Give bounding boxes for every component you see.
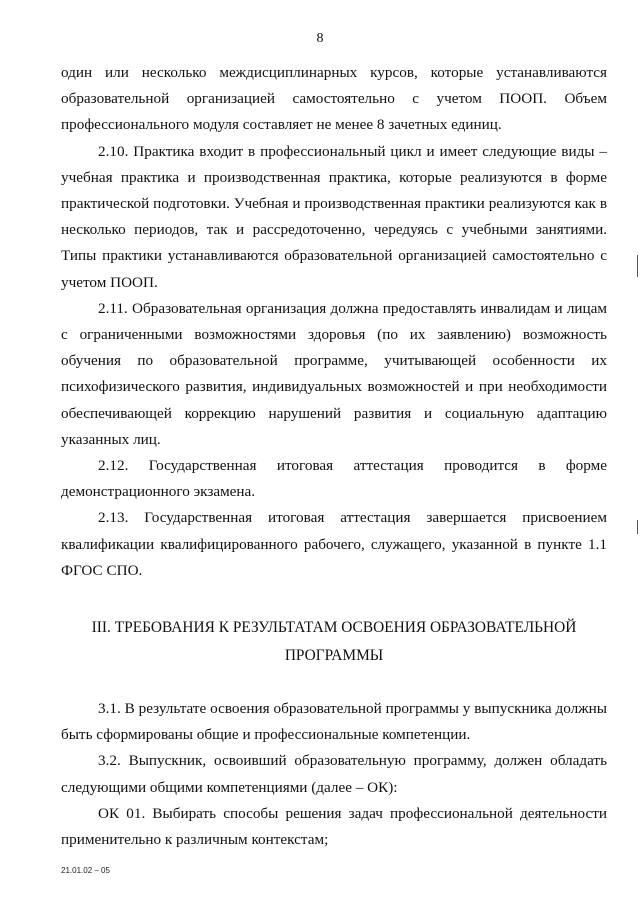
paragraph-2-13-qualification: 2.13. Государственная итоговая аттестация завершается присвоением квалификации квалифицированного рабочего, служащего, указанной в пункте 1.1 ФГОС СПО.	[61, 509, 607, 579]
scan-edge-mark	[637, 520, 638, 534]
section-heading-line1: III. ТРЕБОВАНИЯ К РЕЗУЛЬТАТАМ ОСВОЕНИЯ ОБРАЗОВАТЕЛЬНОЙ	[91, 619, 577, 637]
page-number: 8	[316, 31, 324, 46]
paragraph-3-1-competencies: 3.1. В результате освоения образовательной программы у выпускника должны быть сформированы общие и профессиональные компетенции.	[61, 700, 607, 744]
paragraph-2-11-disabilities: 2.11. Образовательная организация должна предоставлять инвалидам и лицам с ограниченными возможностями здоровья (по их заявлению) возможность обучения по образовательной программе, учитывающей особенности их психофизического развития, индивидуальных возможностей и при необходимости обеспечивающей коррекцию нарушений развития и социальную адаптацию указанных лиц.	[61, 299, 607, 448]
page-content	[61, 60, 607, 853]
paragraph-ok-01: ОК 01. Выбирать способы решения задач профессиональной деятельности применительно к различным контекстам;	[61, 804, 607, 849]
footer-document-code: 21.01.02 – 05	[61, 866, 110, 875]
paragraph-2-10-practice: 2.10. Практика входит в профессиональный цикл и имеет следующие виды – учебная практика и производственная практика, которые реализуются в форме практической подготовки. Учебная и производственная практики реализуются как в несколько периодов, так и рассредоточенно, чередуясь с учебными занятиями. Типы практики устанавливаются образовательной организацией самостоятельно с учетом ПООП.	[61, 142, 607, 291]
section-heading	[61, 614, 607, 670]
scan-edge-mark	[637, 255, 638, 277]
section-heading-line2: ПРОГРАММЫ	[284, 647, 384, 665]
paragraph-3-2-general-competencies: 3.2. Выпускник, освоивший образовательную программу, должен обладать следующими общими компетенциями (далее – ОК):	[61, 752, 607, 796]
paragraph-2-12-final-attestation: 2.12. Государственная итоговая аттестация проводится в форме демонстрационного экзамена.	[61, 457, 607, 501]
paragraph-modules-continuation: один или несколько междисциплинарных курсов, которые устанавливаются образовательной организацией самостоятельно с учетом ПООП. Объем профессионального модуля составляет не менее 8 зачетных единиц.	[61, 64, 607, 134]
